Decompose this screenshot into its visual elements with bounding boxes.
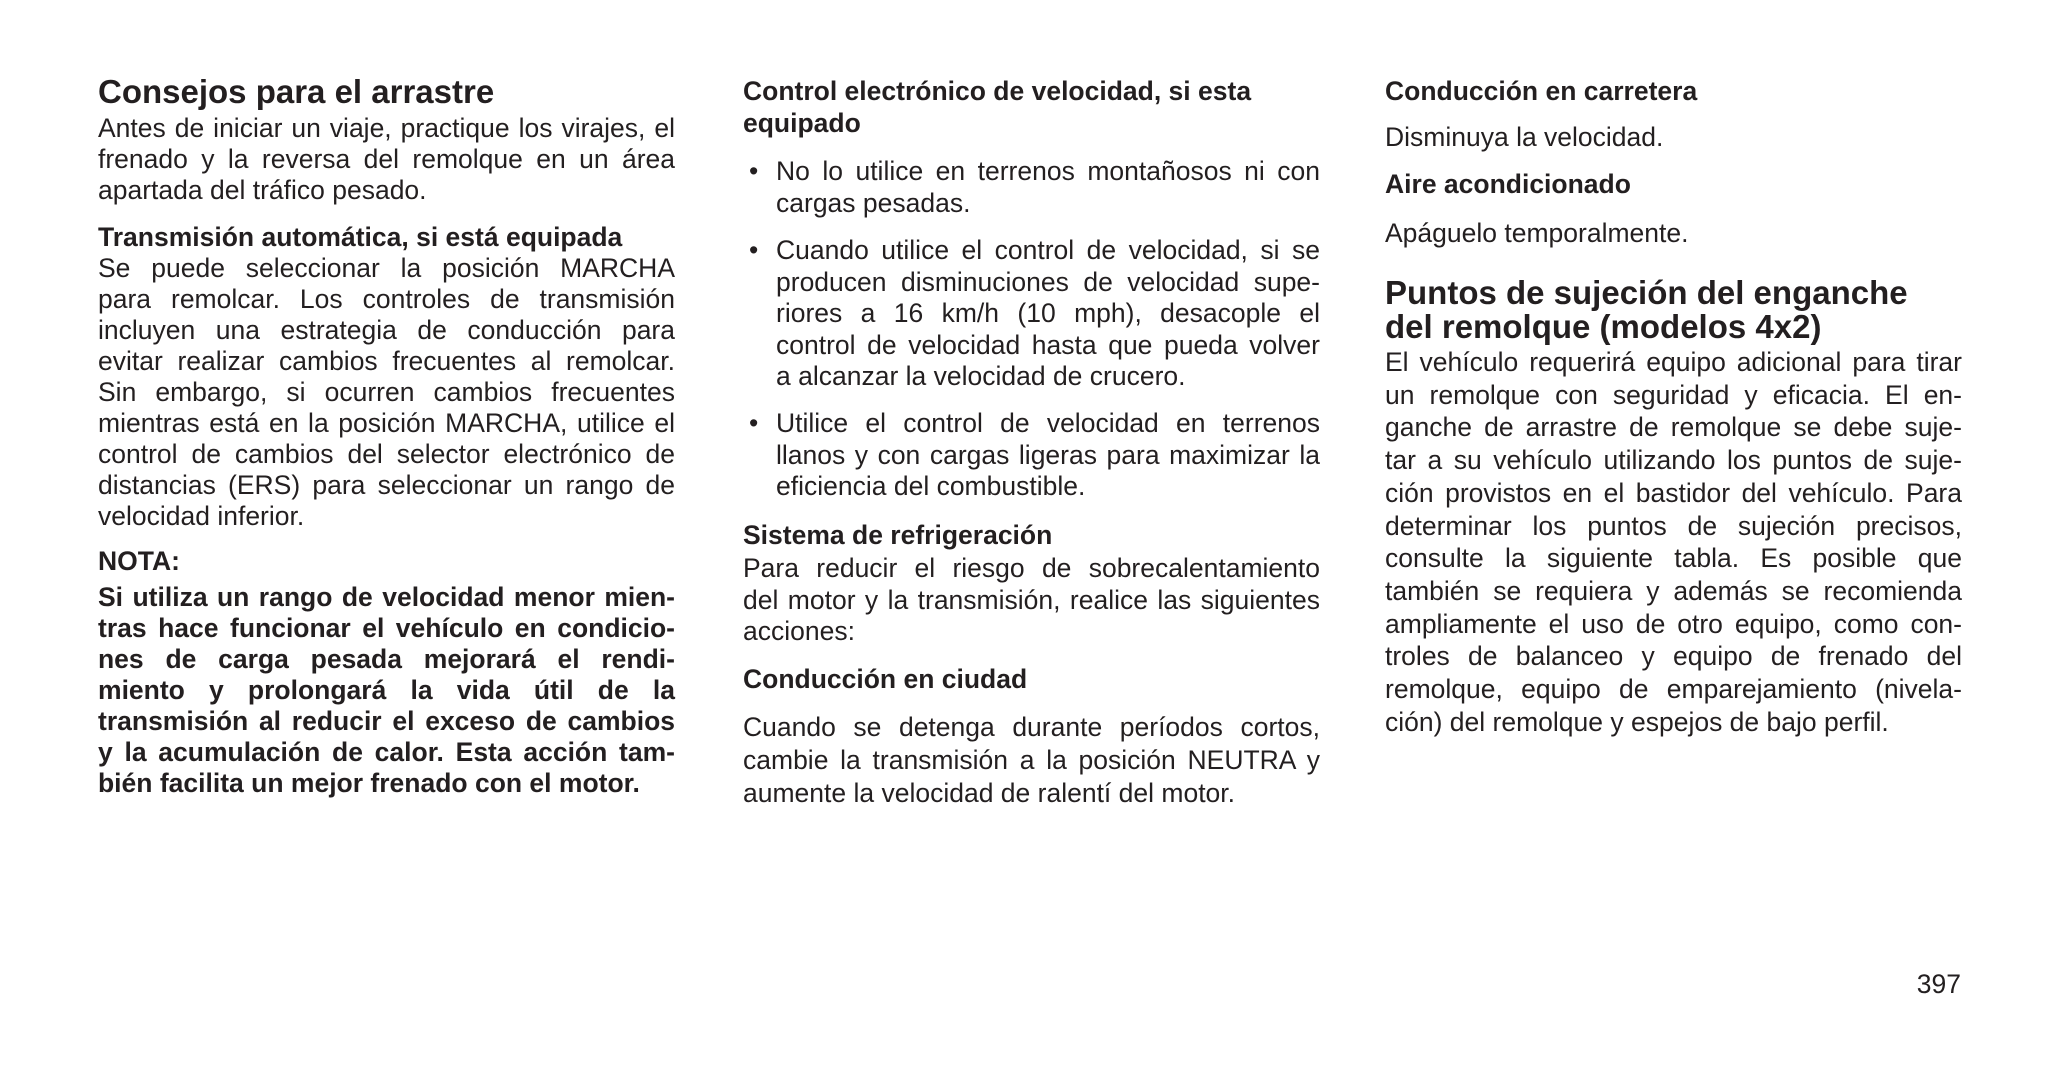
transmission-line: mientras está en la posición MARCHA, utilice el [98,408,675,438]
bullet-text [776,156,1320,219]
air-conditioning-text: Apáguelo temporalmente. [1385,218,1689,248]
bullet-line: Utilice el control de velocidad en terrenos [776,408,1320,438]
bullet-line: eficiencia del combustible. [776,471,1086,501]
hitch-line: tar a su vehículo utilizando los puntos de suje- [1385,445,1962,476]
hitch-line: un remolque con seguridad y eficacia. El en- [1385,379,1962,410]
transmission-subheading: Transmisión automática, si está equipada [98,222,623,252]
transmission-line: distancias (ERS) para seleccionar un rango de [98,470,675,500]
cooling-paragraph [743,553,1320,648]
note-line: transmisión al reducir el exceso de cambios [98,706,675,736]
note-line: nes de carga pesada mejorará el rendi- [98,644,675,674]
intro-line: apartada del tráfico pesado. [98,175,427,205]
intro-paragraph [98,113,675,206]
column-3 [1385,0,1962,1072]
ac-subheading-wrap [1385,169,1962,201]
bullet-text [776,408,1320,503]
note-label: NOTA: [98,546,180,576]
cruise-control-title-line: equipado [743,107,861,138]
bullet-item [743,408,1320,503]
air-conditioning-subheading: Aire acondicionado [1385,169,1631,199]
note-line: Si utiliza un rango de velocidad menor mien- [98,582,675,612]
bullet-marker: • [749,156,759,186]
intro-line: frenado y la reversa del remolque en un área [98,144,675,174]
note-line: tras hace funcionar el vehículo en condicio- [98,613,675,643]
hitch-line: troles de balanceo y equipo de frenado del [1385,641,1962,672]
city-line: cambie la transmisión a la posición NEUTRA y [743,744,1320,775]
hitch-heading-line: Puntos de sujeción del enganche [1385,274,1908,311]
page-number: 397 [1916,969,1961,999]
section-heading-hitch-points [1385,276,1962,344]
cooling-line: del motor y la transmisión, realice las siguientes [743,584,1320,615]
hitch-line: también se requiera y además se recomienda [1385,575,1962,606]
bullet-line: No lo utilice en terrenos montañosos ni con [776,156,1320,186]
column-1 [98,0,675,1072]
highway-subheading-wrap [1385,76,1962,108]
transmission-line: incluyen una estrategia de conducción para [98,315,675,345]
bullet-line: a alcanzar la velocidad de crucero. [776,361,1186,391]
hitch-line: determinar los puntos de sujeción precisos, [1385,510,1962,541]
transmission-line: velocidad inferior. [98,501,305,531]
intro-line: Antes de iniciar un viaje, practique los virajes, el [98,113,675,143]
highway-driving-subheading: Conducción en carretera [1385,76,1698,106]
bullet-marker: • [749,408,759,438]
note-line: miento y prolongará la vida útil de la [98,675,675,705]
bullet-line: riores a 16 km/h (10 mph), desacople el [776,298,1320,328]
bullet-item [743,235,1320,393]
bullet-marker: • [749,235,759,265]
cruise-control-subheading [743,76,1320,139]
transmission-line: Se puede seleccionar la posición MARCHA [98,253,675,283]
hitch-paragraph [1385,346,1962,738]
transmission-line: para remolcar. Los controles de transmisión [98,284,675,314]
hitch-heading-line: del remolque (modelos 4x2) [1385,308,1822,345]
hitch-line: ción provistos en el bastidor del vehículo. Para [1385,477,1962,508]
note-line: bién facilita un mejor frenado con el motor. [98,768,640,798]
cooling-line: Para reducir el riesgo de sobrecalentamiento [743,553,1320,583]
city-driving-subheading: Conducción en ciudad [743,664,1028,694]
hitch-line: remolque, equipo de emparejamiento (nivela- [1385,674,1962,705]
hitch-line: ganche de arrastre de remolque se debe suje- [1385,412,1962,443]
cooling-subheading: Sistema de refrigeración [743,520,1053,550]
highway-driving-text: Disminuya la velocidad. [1385,122,1664,152]
transmission-line: evitar realizar cambios frecuentes al remolcar. [98,346,675,376]
city-paragraph [743,711,1320,809]
transmission-line: control de cambios del selector electrónico de [98,439,675,469]
cooling-line: acciones: [743,616,855,646]
transmission-line: Sin embargo, si ocurren cambios frecuentes [98,377,675,407]
highway-text-wrap [1385,122,1962,154]
hitch-line: ampliamente el uso de otro equipo, como con- [1385,608,1962,639]
bullet-line: llanos y con cargas ligeras para maximizar la [776,439,1320,470]
bullet-line: control de velocidad hasta que pueda volver [776,329,1320,360]
section-heading-towing-tips: Consejos para el arrastre [98,73,495,110]
city-subheading-wrap [743,664,1320,696]
transmission-section [98,222,675,532]
bullet-line: producen disminuciones de velocidad supe- [776,266,1320,297]
cruise-control-title-line: Control electrónico de velocidad, si esta [743,76,1252,106]
note-line: y la acumulación de calor. Esta acción tam- [98,737,675,767]
bullet-text [776,235,1320,393]
bullet-line: Cuando utilice el control de velocidad, si se [776,235,1320,265]
hitch-line: ción) del remolque y espejos de bajo perfil. [1385,706,1889,737]
bullet-line: cargas pesadas. [776,187,971,218]
bullet-item [743,156,1320,219]
hitch-line: El vehículo requerirá equipo adicional para tirar [1385,347,1962,377]
city-line: aumente la velocidad de ralentí del motor. [743,777,1236,808]
note-paragraph [98,582,675,799]
hitch-line: consulte la siguiente tabla. Es posible que [1385,543,1962,574]
ac-text-wrap [1385,218,1962,250]
city-line: Cuando se detenga durante períodos cortos, [743,712,1320,742]
column-2 [743,0,1320,1072]
cooling-subheading-wrap [743,520,1320,552]
